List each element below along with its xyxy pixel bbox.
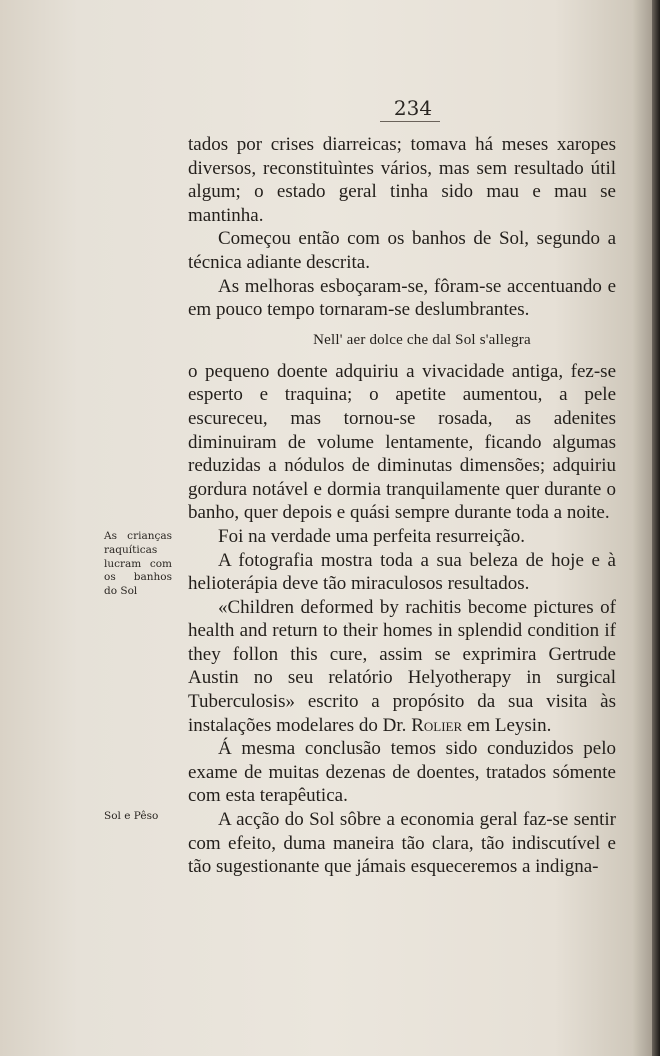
paragraph: A acção do Sol sôbre a economia geral faz-se sentir com efeito, duma maneira tão clara, tão indiscutível e tão sugestionante que jámais esqueceremos a indigna-: [188, 809, 616, 878]
paragraph: Começou então com os banhos de Sol, segundo a técnica adiante descrita.: [188, 228, 616, 273]
book-edge: [652, 0, 660, 1056]
paragraph-english-quote: [188, 596, 616, 738]
quote-text: «Children deformed by rachitis become pictures of health and return to their homes in splendid condition if they follon this cure, assim se exprimira Gertrude Austin no seu relatório Helyotherapy in surgical Tuberculosis» escrito a propósito da sua visita às instalações modelares do Dr.: [188, 596, 616, 736]
margin-note: Sol e Pêso: [104, 810, 159, 822]
margin-note: As crianças raquíticas lucram com os banhos do Sol: [104, 530, 172, 598]
body-text: [188, 133, 616, 879]
author-name: Rolier: [411, 714, 463, 736]
paragraph: Foi na verdade uma perfeita resurreição.: [218, 525, 526, 547]
paragraph: Á mesma conclusão temos sido conduzidos pelo exame de muitas dezenas de doentes, tratados sómente com esta terapêutica.: [188, 738, 616, 807]
paragraph: A fotografia mostra toda a sua beleza de hoje e à helioterápia deve tão miraculosos resultados.: [188, 549, 616, 595]
paragraph: tados por crises diarreicas; tomava há meses xaropes diversos, reconstituìntes vários, mas sem resultado útil algum; o estado geral tinha sido mau e mau se mantinha.: [188, 134, 616, 226]
page-number: 234: [393, 96, 433, 120]
page-number-rule: [380, 121, 440, 122]
paragraph: o pequeno doente adquiriu a vivacidade antiga, fez-se esperto e traquina; o apetite aumentou, a pele escureceu, mas tornou-se rosada, as adenites diminuiram de volume lentamente, ficando algumas reduzidas a nódulos de diminutas dimensões; adquiriu gordura notável e dormia tranquilamente quer durante o banho, quer depois e quási sempre durante toda a noite.: [188, 360, 616, 524]
paragraph: As melhoras esboçaram-se, fôram-se accentuando e em pouco tempo tornaram-se deslumbrantes.: [188, 275, 616, 321]
verse-quote: Nell' aer dolce che dal Sol s'allegra: [313, 331, 531, 348]
quote-text-end: em Leysin.: [462, 714, 552, 736]
